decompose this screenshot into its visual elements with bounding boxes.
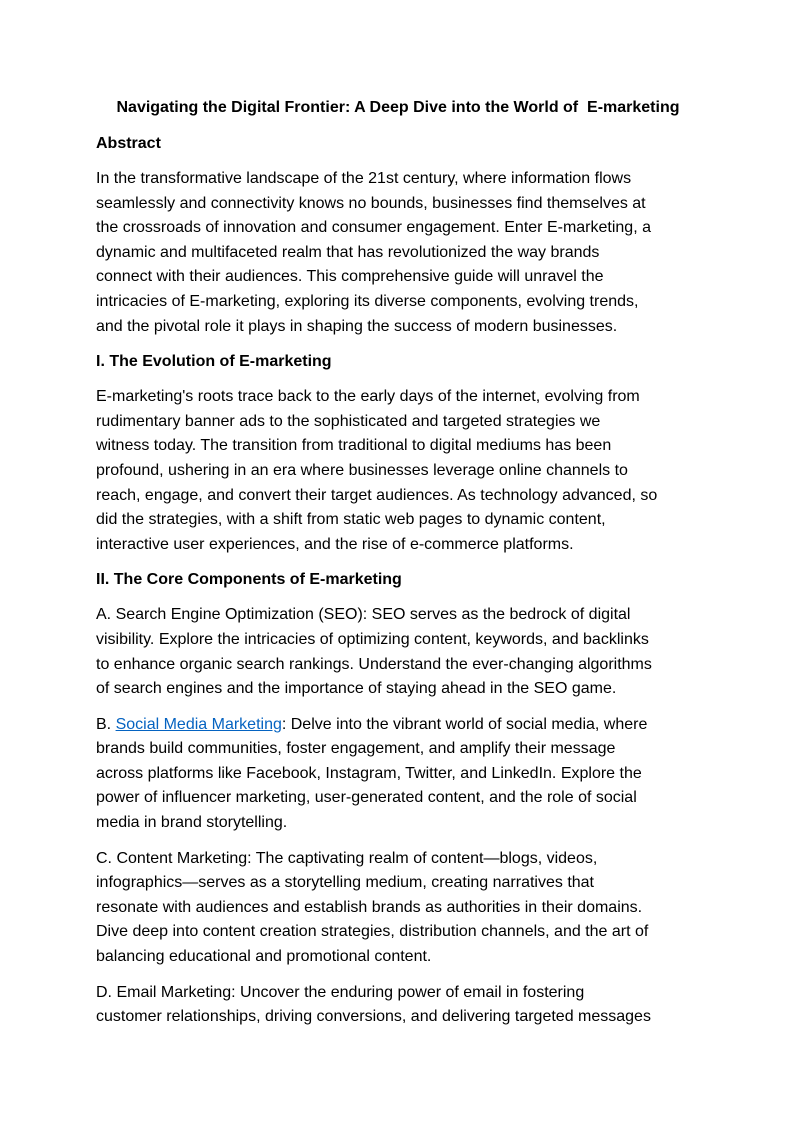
social-media-prefix: B.	[96, 715, 116, 733]
social-media-marketing-link[interactable]: Social Media Marketing	[115, 715, 282, 733]
abstract-paragraph: In the transformative landscape of the 21st century, where information flows seamlessly and connectivity knows no bounds, businesses find themselves at the crossroads of innovation and consumer engagement. Enter E-marketing, a dynamic and multifaceted realm that has revolutionized the way brands connect with their audiences. This comprehensive guide will unravel the intricacies of E-marketing, exploring its diverse components, evolving trends, and the pivotal role it plays in shaping the success of modern businesses.	[96, 170, 651, 335]
content-marketing-paragraph: C. Content Marketing: The captivating realm of content—blogs, videos, infographics—serves as a storytelling medium, creating narratives that resonate with audiences and establish brands as authorities in their domains. Dive deep into content creation strategies, distribution channels, and the art of balancing educational and promotional content.	[96, 849, 649, 966]
abstract-heading: Abstract	[96, 135, 161, 152]
evolution-paragraph: E-marketing's roots trace back to the early days of the internet, evolving from rudimentary banner ads to the sophisticated and targeted strategies we witness today. The transition from traditional to digital mediums has been profound, ushering in an era where businesses leverage online channels to reach, engage, and convert their target audiences. As technology advanced, so did the strategies, with a shift from static web pages to dynamic content, interactive user experiences, and the rise of e-commerce platforms.	[96, 388, 658, 553]
social-media-paragraph	[96, 713, 700, 836]
document-title: Navigating the Digital Frontier: A Deep Dive into the World of E-marketing	[116, 99, 680, 116]
core-components-heading: II. The Core Components of E-marketing	[96, 571, 402, 589]
social-media-text: : Delve into the vibrant world of social media, where brands build communities, foster engagement, and amplify their message across platforms like Facebook, Instagram, Twitter, and LinkedIn. Explore the power of influencer marketing, user-generated content, and the role of social media in brand storytelling.	[96, 715, 648, 832]
seo-paragraph: A. Search Engine Optimization (SEO): SEO serves as the bedrock of digital visibility. Explore the intricacies of optimizing content, keywords, and backlinks to enhance organic search rankings. Understand the ever-changing algorithms of search engines and the importance of staying ahead in the SEO game.	[96, 606, 652, 698]
email-marketing-paragraph: D. Email Marketing: Uncover the enduring power of email in fostering customer relationships, driving conversions, and delivering targeted messages	[96, 983, 651, 1026]
document-page	[96, 96, 700, 1041]
evolution-heading: I. The Evolution of E-marketing	[96, 353, 332, 371]
